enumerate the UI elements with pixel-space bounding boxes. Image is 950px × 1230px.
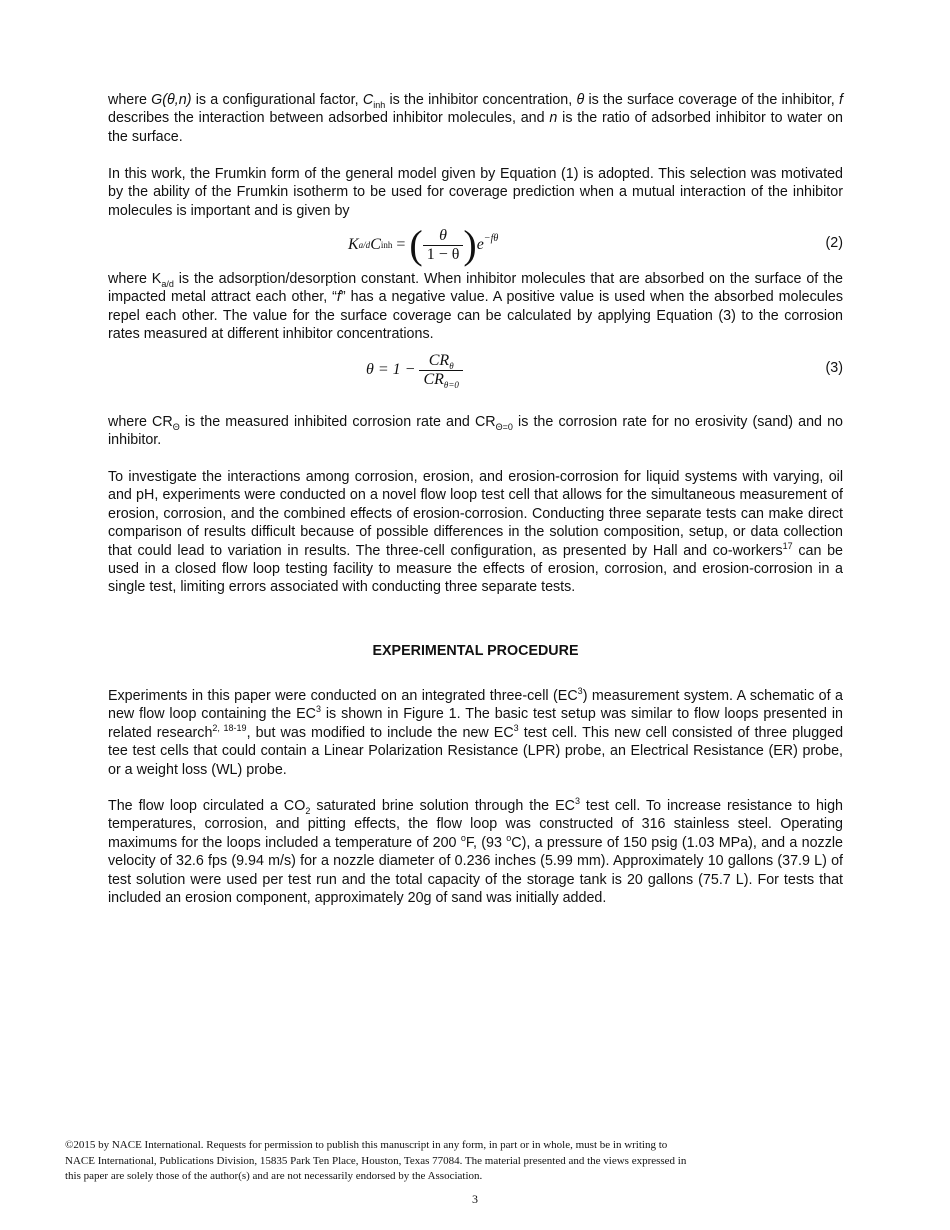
page-number: 3 <box>472 1192 478 1206</box>
symbol-f: f <box>839 92 843 108</box>
paragraph-adsorption-constant: where $K_{a/d}$ is the adsorption/desorption constant. When inhibitor molecules that are absorbed on the surface of the impacted metal attract each other, “f” has a negative value. A positive value is used when the absorbed molecules repel each other. The value for the surface coverage can be calculated by applying Equation (3) to the corrosion rates measured at different inhibitor concentrations. <box>108 271 844 343</box>
footer-line: ©2015 by NACE International. Requests for permission to publish this manuscript in any form, in part or in whole, must be in writing to <box>65 1139 668 1151</box>
paragraph-symbol-definitions: where G(θ,n) is a configurational factor, $C_{inh}$ is the inhibitor concentration, θ is the surface coverage of the inhibitor, f describes the interaction between adsorbed inhibitor molecules, and n is the ratio of adsorbed inhibitor to water on the surface. <box>108 92 843 145</box>
paragraph-frumkin: In this work, the Frumkin form of the general model given by Equation (1) is adopted. This selection was motivated by the ability of the Frumkin isotherm to be used for coverage prediction when a mutual interaction of the inhibitor molecules is important and is given by <box>108 166 843 219</box>
paragraph-flow-loop: The flow loop circulated a $CO_2$ saturated brine solution through the $EC^3$ test cell. To increase resistance to high temperatures, corrosion, and pitting effects, the flow loop was constructed of 316 stainless steel. Operating maximums for the loops included a temperature of 200 $^o$F, (93 $^o$C), a pressure of 150 psig (1.03 MPa), and a nozzle velocity of 32.6 fps (9.94 m/s) for a nozzle diameter of 0.236 inches (5.99 mm). Approximately 10 gallons (37.9 L) of test solution were used per test run and the total capacity of the storage tank is 20 gallons (75.7 L). For tests that included an erosion component, approximately 20g of sand was initially added. <box>108 796 843 907</box>
equation-3-body: θ = 1 − $\frac{CR_\theta}{CR_{\theta=0}}$ <box>366 344 463 396</box>
footer-line: this paper are solely those of the author(s) and are not necessarily endorsed by the Association. <box>65 1170 483 1182</box>
equation-2-fraction: $\frac{\theta}{1 - \theta}$ <box>423 227 464 264</box>
paragraph-ec3-system: Experiments in this paper were conducted on an integrated three-cell $(EC^3)$ measurement system. A schematic of a new flow loop containing the $EC^3$ is shown in Figure 1. The basic test setup was similar to flow loops presented in related research$^{2, 18-19}$, but was modified to include the new $EC^3$ test cell. This new cell consisted of three plugged tee test cells that could contain a Linear Polarization Resistance (LPR) probe, an Electrical Resistance (ER) probe, or a weight loss (WL) probe. <box>108 686 844 778</box>
paragraph-three-cell: To investigate the interactions among corrosion, erosion, and erosion-corrosion for liquid systems with varying, oil and pH, experiments were conducted on a novel flow loop test cell that allows for the simultaneous measurement of erosion, corrosion, and the combined effects of erosion-corrosion. Conducting three separate tests can make direct comparison of results difficult because of possible differences in the solution composition, setup, or data collection that could lead to variation in results. The three-cell configuration, as presented by Hall and co-workers$^{17}$ can be used in a closed flow loop testing facility to measure the effects of erosion, corrosion, and erosion-corrosion in a single test, limiting errors associated with conducting three separate tests. <box>108 469 843 596</box>
symbol-c: C <box>362 92 374 108</box>
copyright-footer <box>65 1138 785 1185</box>
footer-line: NACE International, Publications Division, 15835 Park Ten Place, Houston, Texas 77084. The material presented and the views expressed in <box>65 1154 687 1167</box>
equation-3-fraction: $\frac{CR_\theta}{CR_{\theta=0}}$ <box>419 352 462 389</box>
symbol-n: n <box>549 110 558 127</box>
equation-3 <box>108 344 843 396</box>
symbol-theta: θ <box>576 92 585 108</box>
equation-3-number: (3) <box>825 360 843 376</box>
paragraph-corrosion-rate: where $CR_\Theta$ is the measured inhibited corrosion rate and $CR_{\Theta=0}$ is the corrosion rate for no erosivity (sand) and no inhibitor. <box>108 414 844 449</box>
equation-2-body: K a/d C inh = ( $\frac{\theta}{1 - \theta}$ ) e $^{-f\theta}$ <box>348 222 499 267</box>
section-heading: EXPERIMENTAL PROCEDURE <box>372 643 579 659</box>
symbol-g: G(θ,n) <box>151 92 192 108</box>
equation-2-number: (2) <box>825 235 843 251</box>
equation-2 <box>108 220 843 270</box>
